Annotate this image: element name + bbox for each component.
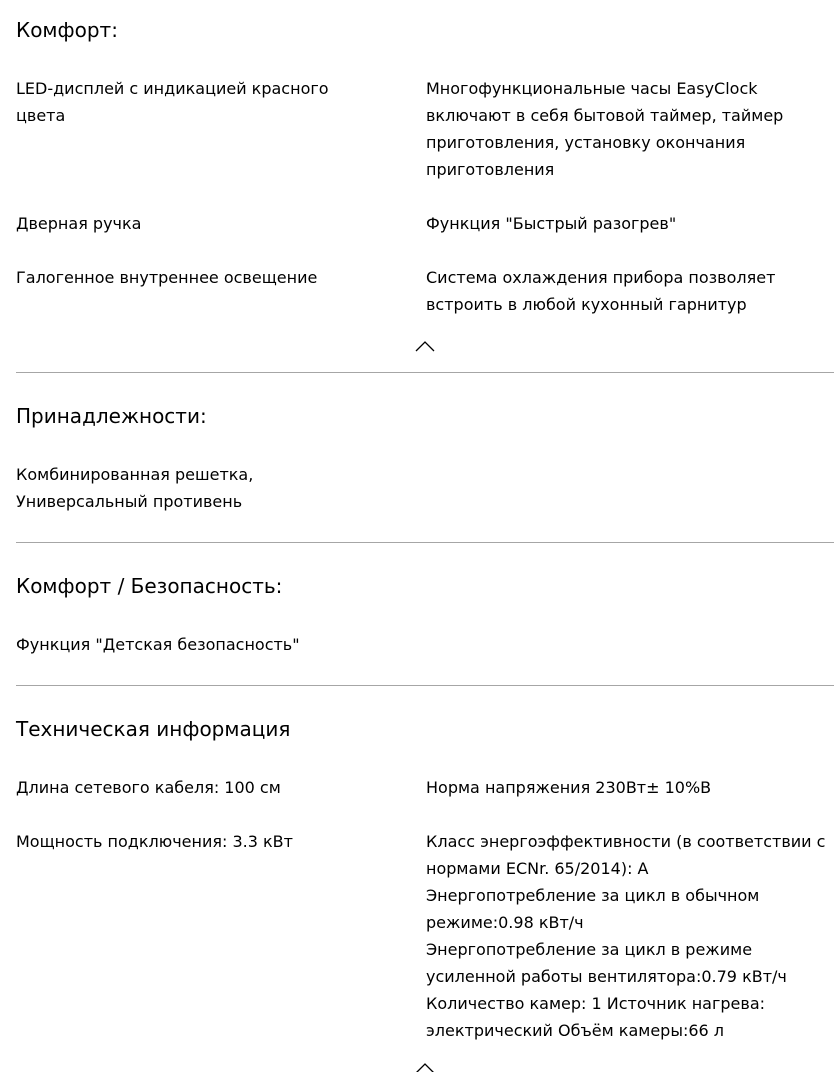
feature-item: LED-дисплей с индикацией красного цвета <box>16 79 329 125</box>
feature-item: Система охлаждения прибора позволяет встроить в любой кухонный гарнитур <box>426 268 776 314</box>
feature-item: Функция "Детская безопасность" <box>16 635 300 654</box>
feature-item: Галогенное внутреннее освещение <box>16 268 318 287</box>
section-divider <box>16 372 834 373</box>
section-title-accessories: Принадлежности: <box>16 404 207 428</box>
collapse-comfort-button[interactable] <box>410 336 440 356</box>
tech-item: Мощность подключения: 3.3 кВт <box>16 832 293 851</box>
section-title-comfort-safety: Комфорт / Безопасность: <box>16 574 283 598</box>
energy-info-line: Класс энергоэффективности (в соответствии с нормами ECNr. 65/2014): A <box>426 832 826 878</box>
feature-item: Многофункциональные часы EasyClock включают в себя бытовой таймер, таймер приготовления, установку окончания приготовления <box>426 79 784 179</box>
accessories-item: Универсальный противень <box>16 492 243 511</box>
collapse-technical-button[interactable] <box>410 1058 440 1072</box>
section-divider <box>16 685 834 686</box>
section-title-technical: Техническая информация <box>16 717 291 741</box>
accessories-item: Комбинированная решетка, <box>16 465 254 484</box>
section-title-comfort: Комфорт: <box>16 18 118 42</box>
tech-item: Длина сетевого кабеля: 100 см <box>16 778 281 797</box>
energy-info-block <box>426 828 834 1044</box>
feature-item: Функция "Быстрый разогрев" <box>426 214 677 233</box>
section-divider <box>16 542 834 543</box>
feature-item: Дверная ручка <box>16 214 142 233</box>
chevron-up-icon <box>415 1062 435 1072</box>
energy-info-line: Энергопотребление за цикл в обычном режиме:0.98 кВт/ч <box>426 886 760 932</box>
tech-item: Норма напряжения 230Вт± 10%В <box>426 778 712 797</box>
chevron-up-icon <box>415 340 435 352</box>
energy-info-line: Количество камер: 1 Источник нагрева: электрический Объём камеры:66 л <box>426 994 766 1040</box>
energy-info-line: Энергопотребление за цикл в режиме усиленной работы вентилятора:0.79 кВт/ч <box>426 940 787 986</box>
